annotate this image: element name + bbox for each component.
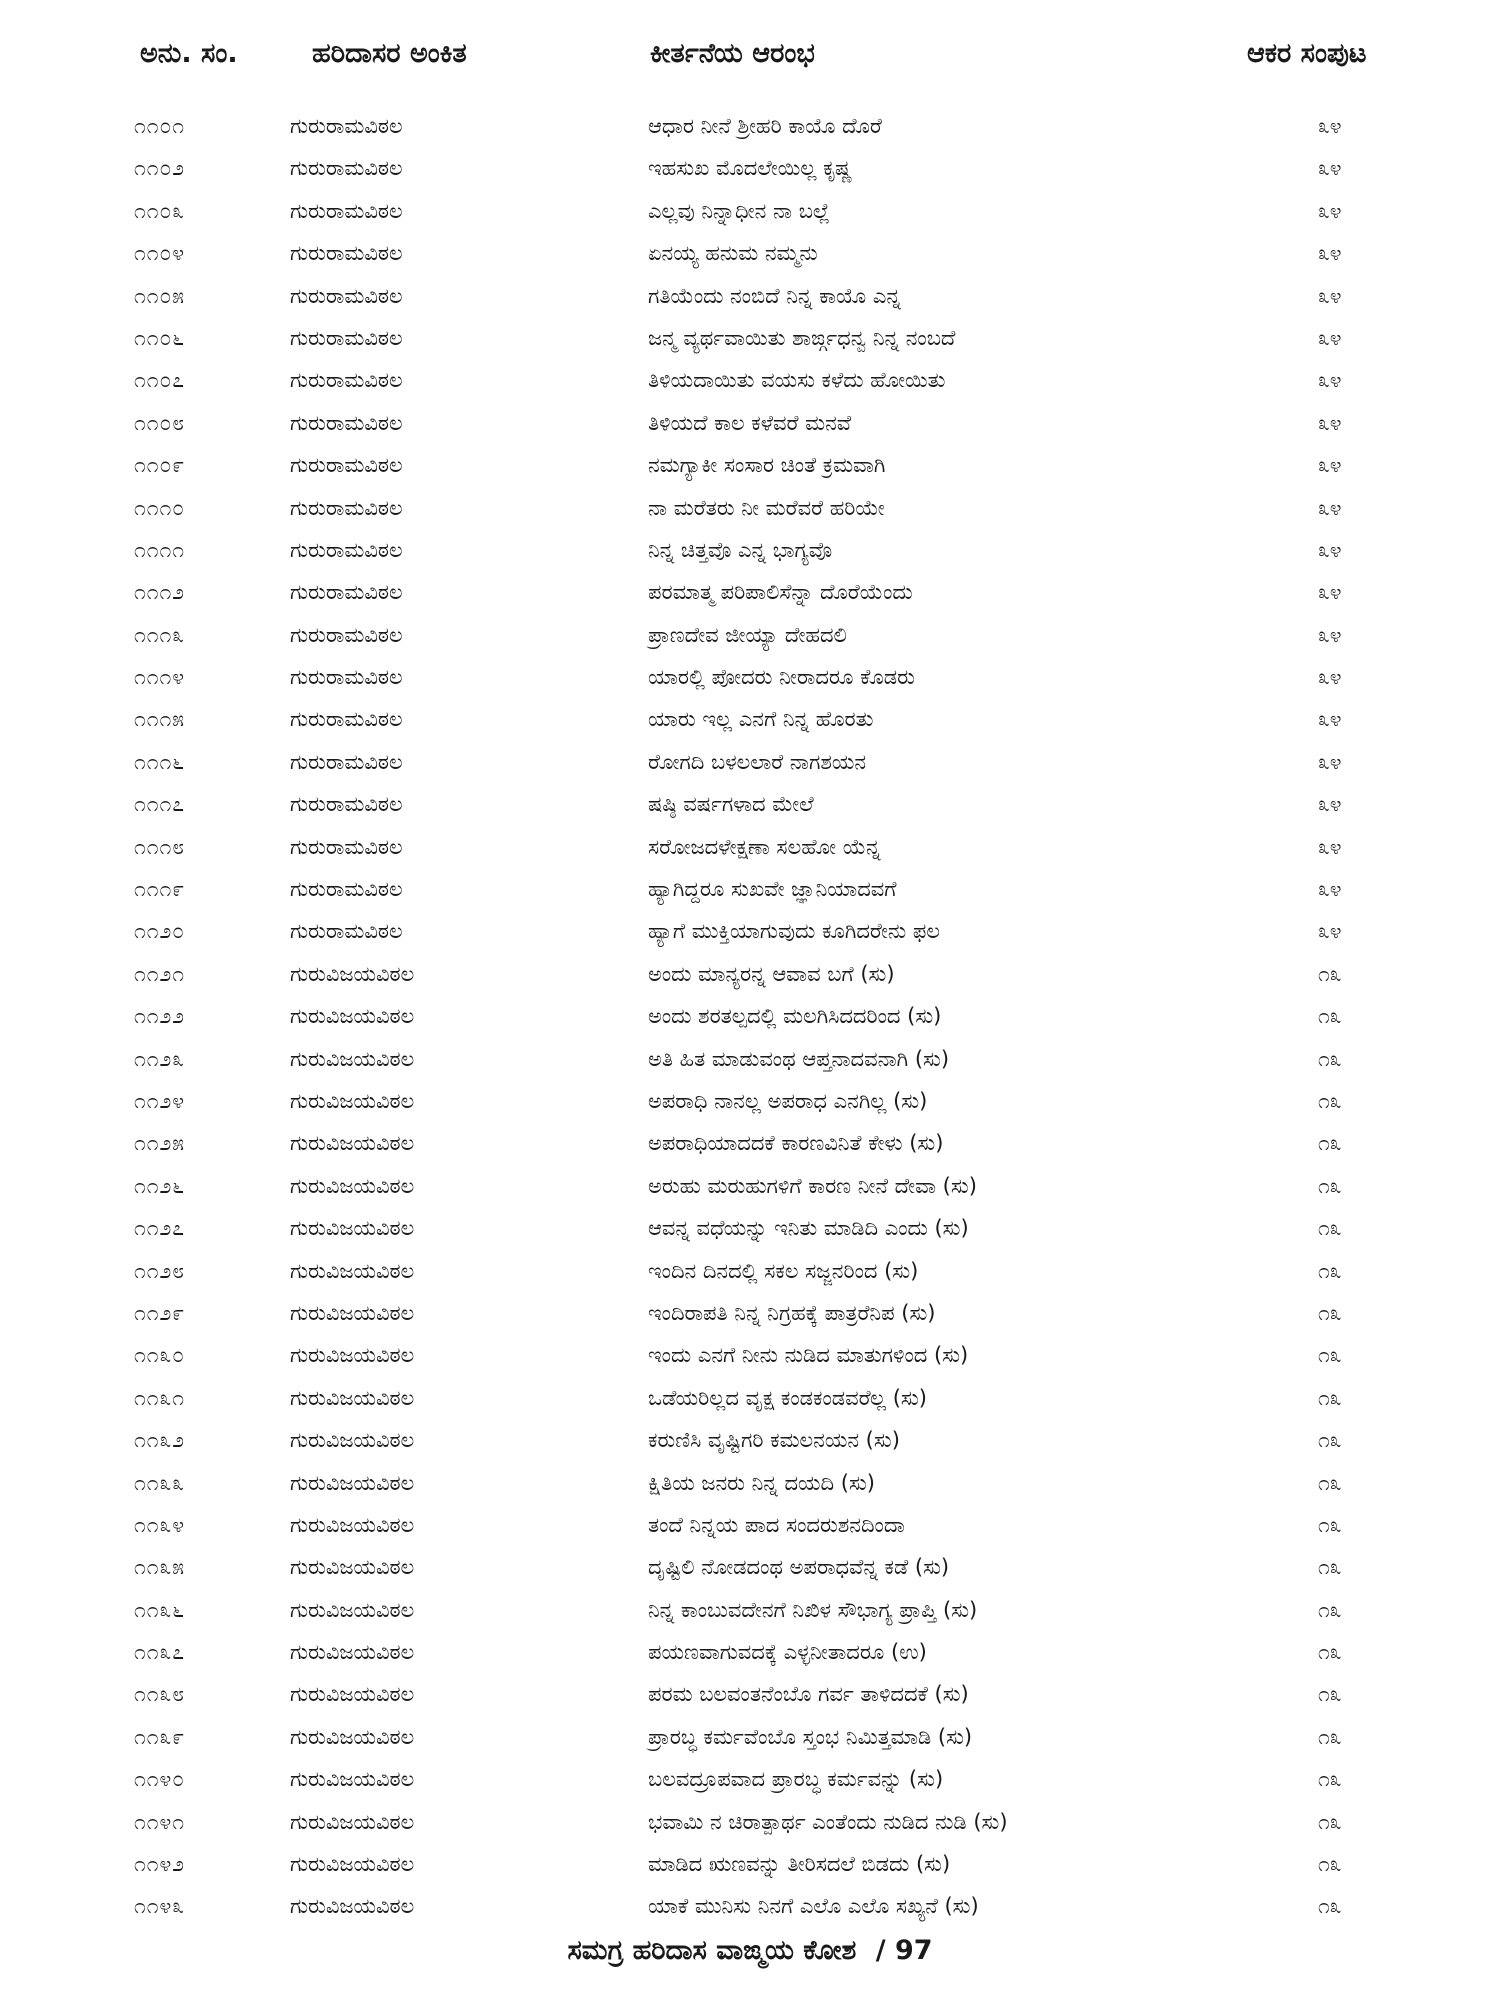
table-row <box>0 571 1500 613</box>
header-serial-number: ಅನು. ಸಂ. <box>140 38 238 69</box>
cell-source-volume: ೩೪ <box>1318 283 1342 308</box>
cell-kirtane-start: ಏನಯ್ಯ ಹನುಮ ನಮ್ಮನು <box>648 241 818 266</box>
cell-ankita: ಗುರುರಾಮವಿಠಲ <box>290 707 403 732</box>
table-row <box>0 995 1500 1037</box>
cell-source-volume: ೩೪ <box>1318 537 1342 562</box>
cell-source-volume: ೧೩ <box>1318 1512 1342 1537</box>
cell-source-volume: ೧೩ <box>1318 1428 1342 1453</box>
cell-kirtane-start: ಪ್ರಾರಬ್ಧ ಕರ್ಮವೆಂಬೊ ಸ್ತಂಭ ನಿಮಿತ್ತಮಾಡಿ (ಸು) <box>648 1724 973 1749</box>
cell-kirtane-start: ಭವಾಮಿ ನ ಚಿರಾತ್ಪಾರ್ಥ ಎಂತೆಂದು ನುಡಿದ ನುಡಿ (ಸು) <box>648 1809 1008 1834</box>
table-header <box>0 38 1500 78</box>
cell-ankita: ಗುರುರಾಮವಿಠಲ <box>290 877 403 902</box>
cell-source-volume: ೩೪ <box>1318 241 1342 266</box>
cell-kirtane-start: ಗತಿಯೆಂದು ನಂಬಿದೆ ನಿನ್ನ ಕಾಯೊ ಎನ್ನ <box>648 283 901 308</box>
cell-serial-number: ೧೧೩೪ <box>134 1512 186 1537</box>
table-row <box>0 232 1500 274</box>
cell-source-volume: ೩೪ <box>1318 919 1342 944</box>
cell-ankita: ಗುರುವಿಜಯವಿಠಲ <box>290 961 415 986</box>
cell-serial-number: ೧೧೨೯ <box>134 1300 186 1325</box>
cell-source-volume: ೧೩ <box>1318 961 1342 986</box>
cell-serial-number: ೧೧೩೫ <box>134 1555 186 1580</box>
table-row <box>0 614 1500 656</box>
table-row <box>0 1334 1500 1376</box>
table-row <box>0 1758 1500 1800</box>
table-row <box>0 1885 1500 1927</box>
cell-serial-number: ೧೧೧೨ <box>134 580 186 605</box>
cell-kirtane-start: ಅತಿ ಹಿತ ಮಾಡುವಂಥ ಆಪ್ತನಾದವನಾಗಿ (ಸು) <box>648 1046 950 1071</box>
table-row <box>0 1801 1500 1843</box>
cell-source-volume: ೩೪ <box>1318 325 1342 350</box>
cell-kirtane-start: ನಮಗ್ಯಾಕೀ ಸಂಸಾರ ಚಿಂತೆ ಕ್ರಮವಾಗಿ <box>648 453 886 478</box>
table-row <box>0 444 1500 486</box>
cell-ankita: ಗುರುರಾಮವಿಠಲ <box>290 241 403 266</box>
cell-ankita: ಗುರುರಾಮವಿಠಲ <box>290 453 403 478</box>
cell-ankita: ಗುರುವಿಜಯವಿಠಲ <box>290 1767 415 1792</box>
cell-ankita: ಗುರುರಾಮವಿಠಲ <box>290 198 403 223</box>
header-source-volume: ಆಕರ ಸಂಪುಟ <box>1247 38 1367 69</box>
cell-kirtane-start: ಅಪರಾಧಿ ನಾನಲ್ಲ ಅಪರಾಧ ಎನಗಿಲ್ಲ (ಸು) <box>648 1088 928 1113</box>
cell-kirtane-start: ಯಾಕೆ ಮುನಿಸು ನಿನಗೆ ಎಲೊ ಎಲೊ ಸಖ್ಯನೆ (ಸು) <box>648 1894 979 1919</box>
table-row <box>0 105 1500 147</box>
cell-serial-number: ೧೧೧೩ <box>134 622 186 647</box>
cell-ankita: ಗುರುವಿಜಯವಿಠಲ <box>290 1470 415 1495</box>
cell-serial-number: ೧೧೦೫ <box>134 283 186 308</box>
cell-source-volume: ೧೩ <box>1318 1258 1342 1283</box>
cell-ankita: ಗುರುರಾಮವಿಠಲ <box>290 368 403 393</box>
table-row <box>0 529 1500 571</box>
cell-source-volume: ೧೩ <box>1318 1894 1342 1919</box>
cell-serial-number: ೧೧೦೯ <box>134 453 186 478</box>
cell-ankita: ಗುರುವಿಜಯವಿಠಲ <box>290 1682 415 1707</box>
cell-kirtane-start: ಇಹಸುಖ ಮೊದಲೇಯಿಲ್ಲ ಕೃಷ್ಣ <box>648 156 853 181</box>
cell-source-volume: ೧೩ <box>1318 1852 1342 1877</box>
cell-source-volume: ೩೪ <box>1318 834 1342 859</box>
footer-page-number: / 97 <box>875 1935 933 1966</box>
table-row <box>0 1165 1500 1207</box>
cell-source-volume: ೩೪ <box>1318 665 1342 690</box>
table-row <box>0 1546 1500 1588</box>
cell-kirtane-start: ನಿನ್ನ ಚಿತ್ತವೊ ಎನ್ನ ಭಾಗ್ಯವೊ <box>648 537 833 562</box>
cell-kirtane-start: ಅಂದು ಶರತಲ್ಪದಲ್ಲಿ ಮಲಗಿಸಿದದರಿಂದ (ಸು) <box>648 1004 942 1029</box>
cell-kirtane-start: ರೋಗದಿ ಬಳಲಲಾರೆ ನಾಗಶಯನ <box>648 749 866 774</box>
table-row <box>0 1292 1500 1334</box>
cell-kirtane-start: ಇಂದಿರಾಪತಿ ನಿನ್ನ ನಿಗ್ರಹಕ್ಕೆ ಪಾತ್ರರೆನಿಪ (ಸು) <box>648 1300 936 1325</box>
cell-serial-number: ೧೧೩೩ <box>134 1470 186 1495</box>
cell-kirtane-start: ಎಲ್ಲವು ನಿನ್ನಾಧೀನ ನಾ ಬಲ್ಲೆ <box>648 198 830 223</box>
table-row <box>0 741 1500 783</box>
cell-source-volume: ೧೩ <box>1318 1131 1342 1156</box>
cell-source-volume: ೩೪ <box>1318 792 1342 817</box>
cell-serial-number: ೧೧೨೦ <box>134 919 186 944</box>
cell-serial-number: ೧೧೪೩ <box>134 1894 186 1919</box>
cell-serial-number: ೧೧೦೪ <box>134 241 186 266</box>
table-row <box>0 1462 1500 1504</box>
cell-source-volume: ೧೩ <box>1318 1724 1342 1749</box>
table-row <box>0 910 1500 952</box>
cell-source-volume: ೧೩ <box>1318 1682 1342 1707</box>
table-row <box>0 868 1500 910</box>
cell-serial-number: ೧೧೧೦ <box>134 495 186 520</box>
cell-ankita: ಗುರುವಿಜಯವಿಠಲ <box>290 1173 415 1198</box>
table-row <box>0 190 1500 232</box>
cell-serial-number: ೧೧೩೮ <box>134 1682 186 1707</box>
cell-ankita: ಗುರುವಿಜಯವಿಠಲ <box>290 1131 415 1156</box>
cell-serial-number: ೧೧೨೬ <box>134 1173 186 1198</box>
cell-source-volume: ೧೩ <box>1318 1300 1342 1325</box>
table-row <box>0 402 1500 444</box>
table-row <box>0 1377 1500 1419</box>
cell-ankita: ಗುರುವಿಜಯವಿಠಲ <box>290 1088 415 1113</box>
cell-kirtane-start: ಆಧಾರ ನೀನೆ ಶ್ರೀಹರಿ ಕಾಯೊ ದೊರೆ <box>648 114 882 138</box>
cell-ankita: ಗುರುರಾಮವಿಠಲ <box>290 792 403 817</box>
table-row <box>0 1122 1500 1164</box>
cell-serial-number: ೧೧೩೧ <box>134 1385 186 1410</box>
cell-kirtane-start: ಇಂದಿನ ದಿನದಲ್ಲಿ ಸಕಲ ಸಜ್ಜನರಿಂದ (ಸು) <box>648 1258 919 1283</box>
cell-ankita: ಗುರುವಿಜಯವಿಠಲ <box>290 1597 415 1622</box>
cell-kirtane-start: ದೃಷ್ಟಿಲಿ ನೋಡದಂಥ ಅಪರಾಧವೆನ್ನ ಕಡೆ (ಸು) <box>648 1555 950 1580</box>
cell-source-volume: ೩೪ <box>1318 410 1342 435</box>
cell-kirtane-start: ಒಡೆಯರಿಲ್ಲದ ವೃಕ್ಷ ಕಂಡಕಂಡವರೆಲ್ಲ (ಸು) <box>648 1385 927 1410</box>
cell-serial-number: ೧೧೩೨ <box>134 1428 186 1453</box>
cell-ankita: ಗುರುವಿಜಯವಿಠಲ <box>290 1300 415 1325</box>
table-row <box>0 1589 1500 1631</box>
cell-ankita: ಗುರುರಾಮವಿಠಲ <box>290 580 403 605</box>
cell-serial-number: ೧೧೨೫ <box>134 1131 186 1156</box>
cell-serial-number: ೧೧೦೧ <box>134 114 186 138</box>
cell-source-volume: ೧೩ <box>1318 1046 1342 1071</box>
cell-ankita: ಗುರುವಿಜಯವಿಠಲ <box>290 1258 415 1283</box>
cell-serial-number: ೧೧೨೧ <box>134 961 186 986</box>
cell-kirtane-start: ಕ್ಷಿತಿಯ ಜನರು ನಿನ್ನ ದಯದಿ (ಸು) <box>648 1470 876 1495</box>
cell-source-volume: ೧೩ <box>1318 1555 1342 1580</box>
cell-kirtane-start: ನಾ ಮರೆತರು ನೀ ಮರೆವರೆ ಹರಿಯೇ <box>648 495 885 520</box>
cell-kirtane-start: ತಂದೆ ನಿನ್ನಯ ಪಾದ ಸಂದರುಶನದಿಂದಾ <box>648 1512 905 1537</box>
cell-serial-number: ೧೧೨೪ <box>134 1088 186 1113</box>
cell-serial-number: ೧೧೧೭ <box>134 792 186 817</box>
cell-source-volume: ೩೪ <box>1318 368 1342 393</box>
cell-kirtane-start: ಹ್ಯಾಗೆ ಮುಕ್ತಿಯಾಗುವುದು ಕೂಗಿದರೇನು ಫಲ <box>648 919 940 944</box>
cell-serial-number: ೧೧೦೭ <box>134 368 186 393</box>
cell-source-volume: ೧೩ <box>1318 1597 1342 1622</box>
cell-ankita: ಗುರುವಿಜಯವಿಠಲ <box>290 1343 415 1368</box>
cell-source-volume: ೧೩ <box>1318 1343 1342 1368</box>
table-row <box>0 317 1500 359</box>
cell-kirtane-start: ಅಪರಾಧಿಯಾದದಕೆ ಕಾರಣವಿನಿತೆ ಕೇಳು (ಸು) <box>648 1131 944 1156</box>
cell-ankita: ಗುರುವಿಜಯವಿಠಲ <box>290 1512 415 1537</box>
cell-kirtane-start: ಕರುಣಿಸಿ ವೃಷ್ಟಿಗರಿ ಕಮಲನಯನ (ಸು) <box>648 1428 900 1453</box>
cell-source-volume: ೩೪ <box>1318 156 1342 181</box>
cell-serial-number: ೧೧೧೯ <box>134 877 186 902</box>
cell-ankita: ಗುರುರಾಮವಿಠಲ <box>290 156 403 181</box>
table-row <box>0 826 1500 868</box>
cell-ankita: ಗುರುವಿಜಯವಿಠಲ <box>290 1809 415 1834</box>
cell-source-volume: ೧೩ <box>1318 1088 1342 1113</box>
table-row <box>0 1207 1500 1249</box>
header-ankita: ಹರಿದಾಸರ ಅಂಕಿತ <box>312 38 467 69</box>
cell-kirtane-start: ಪ್ರಾಣದೇವ ಜೀಯ್ಯಾ ದೇಹದಲಿ <box>648 622 847 647</box>
cell-ankita: ಗುರುರಾಮವಿಠಲ <box>290 537 403 562</box>
cell-kirtane-start: ಜನ್ಮ ವ್ಯರ್ಥವಾಯಿತು ಶಾರ್ಙ್ಗಧನ್ವ ನಿನ್ನ ನಂಬದೆ <box>648 325 956 350</box>
table-body <box>0 105 1500 1928</box>
cell-ankita: ಗುರುವಿಜಯವಿಠಲ <box>290 1004 415 1029</box>
cell-source-volume: ೧೩ <box>1318 1216 1342 1241</box>
cell-source-volume: ೩೪ <box>1318 198 1342 223</box>
cell-serial-number: ೧೧೪೦ <box>134 1767 186 1792</box>
footer-title: ಸಮಗ್ರ ಹರಿದಾಸ ವಾಙ್ಮಯ ಕೋಶ <box>567 1935 857 1966</box>
cell-ankita: ಗುರುವಿಜಯವಿಠಲ <box>290 1640 415 1665</box>
cell-kirtane-start: ಬಲವದ್ರೂಪವಾದ ಪ್ರಾರಬ್ಧ ಕರ್ಮವನ್ನು (ಸು) <box>648 1767 944 1792</box>
cell-serial-number: ೧೧೩೬ <box>134 1597 186 1622</box>
cell-serial-number: ೧೧೨೮ <box>134 1258 186 1283</box>
cell-serial-number: ೧೧೪೨ <box>134 1852 186 1877</box>
cell-serial-number: ೧೧೩೭ <box>134 1640 186 1665</box>
cell-kirtane-start: ಆವನ್ನ ವಧೆಯನ್ನು ಇನಿತು ಮಾಡಿದಿ ಎಂದು (ಸು) <box>648 1216 969 1241</box>
cell-ankita: ಗುರುರಾಮವಿಠಲ <box>290 749 403 774</box>
cell-source-volume: ೩೪ <box>1318 580 1342 605</box>
cell-serial-number: ೧೧೧೪ <box>134 665 186 690</box>
cell-ankita: ಗುರುರಾಮವಿಠಲ <box>290 114 403 138</box>
cell-source-volume: ೩೪ <box>1318 453 1342 478</box>
cell-ankita: ಗುರುವಿಜಯವಿಠಲ <box>290 1852 415 1877</box>
table-row <box>0 698 1500 740</box>
cell-source-volume: ೧೩ <box>1318 1809 1342 1834</box>
table-row <box>0 1673 1500 1715</box>
table-row <box>0 1716 1500 1758</box>
table-row <box>0 1038 1500 1080</box>
cell-source-volume: ೧೩ <box>1318 1004 1342 1029</box>
cell-ankita: ಗುರುರಾಮವಿಠಲ <box>290 919 403 944</box>
cell-serial-number: ೧೧೦೨ <box>134 156 186 181</box>
cell-serial-number: ೧೧೧೧ <box>134 537 186 562</box>
cell-kirtane-start: ಅಂದು ಮಾನ್ಯರನ್ನ ಆವಾವ ಬಗೆ (ಸು) <box>648 961 895 986</box>
cell-ankita: ಗುರುವಿಜಯವಿಠಲ <box>290 1046 415 1071</box>
cell-ankita: ಗುರುವಿಜಯವಿಠಲ <box>290 1428 415 1453</box>
cell-kirtane-start: ನಿನ್ನ ಕಾಂಬುವದೇನಗೆ ನಿಖಿಳ ಸೌಭಾಗ್ಯ ಪ್ರಾಪ್ತಿ (ಸು) <box>648 1597 978 1622</box>
cell-source-volume: ೩೪ <box>1318 622 1342 647</box>
table-row <box>0 147 1500 189</box>
cell-serial-number: ೧೧೧೫ <box>134 707 186 732</box>
cell-kirtane-start: ಪಯಣವಾಗುವದಕ್ಕೆ ಎಳ್ಳನೀತಾದರೂ (ಉ) <box>648 1640 927 1665</box>
cell-kirtane-start: ಪರಮ ಬಲವಂತನೆಂಬೊ ಗರ್ವ ತಾಳಿದದಕೆ (ಸು) <box>648 1682 969 1707</box>
cell-kirtane-start: ತಿಳಿಯದಾಯಿತು ವಯಸು ಕಳೆದು ಹೋಯಿತು <box>648 368 946 393</box>
table-row <box>0 656 1500 698</box>
cell-serial-number: ೧೧೧೬ <box>134 749 186 774</box>
cell-ankita: ಗುರುರಾಮವಿಠಲ <box>290 325 403 350</box>
cell-kirtane-start: ಅರುಹು ಮರುಹುಗಳಿಗೆ ಕಾರಣ ನೀನೆ ದೇವಾ (ಸು) <box>648 1173 977 1198</box>
cell-ankita: ಗುರುವಿಜಯವಿಠಲ <box>290 1385 415 1410</box>
table-row <box>0 783 1500 825</box>
table-row <box>0 1419 1500 1461</box>
table-row <box>0 275 1500 317</box>
cell-kirtane-start: ಸರೋಜದಳೇಕ್ಷಣಾ ಸಲಹೋ ಯೆನ್ನ <box>648 834 881 859</box>
cell-serial-number: ೧೧೦೩ <box>134 198 186 223</box>
cell-serial-number: ೧೧೧೮ <box>134 834 186 859</box>
cell-kirtane-start: ಮಾಡಿದ ಋಣವನ್ನು ತೀರಿಸದಲೆ ಬಿಡದು (ಸು) <box>648 1852 951 1877</box>
table-row <box>0 1080 1500 1122</box>
cell-source-volume: ೧೩ <box>1318 1385 1342 1410</box>
cell-serial-number: ೧೧೩೯ <box>134 1724 186 1749</box>
cell-kirtane-start: ಪರಮಾತ್ಮ ಪರಿಪಾಲಿಸೆನ್ನಾ ದೊರೆಯೆಂದು <box>648 580 913 605</box>
cell-source-volume: ೧೩ <box>1318 1470 1342 1495</box>
cell-serial-number: ೧೧೩೦ <box>134 1343 186 1368</box>
cell-ankita: ಗುರುರಾಮವಿಠಲ <box>290 834 403 859</box>
cell-serial-number: ೧೧೦೮ <box>134 410 186 435</box>
cell-kirtane-start: ಹ್ಯಾಗಿದ್ದರೂ ಸುಖವೇ ಜ್ಞಾನಿಯಾದವಗೆ <box>648 877 897 902</box>
table-row <box>0 359 1500 401</box>
table-row <box>0 953 1500 995</box>
cell-source-volume: ೩೪ <box>1318 877 1342 902</box>
table-row <box>0 1843 1500 1885</box>
cell-source-volume: ೧೩ <box>1318 1640 1342 1665</box>
table-row <box>0 487 1500 529</box>
cell-ankita: ಗುರುವಿಜಯವಿಠಲ <box>290 1894 415 1919</box>
cell-ankita: ಗುರುರಾಮವಿಠಲ <box>290 410 403 435</box>
cell-kirtane-start: ಯಾರಲ್ಲಿ ಪೋದರು ನೀರಾದರೂ ಕೊಡರು <box>648 665 915 690</box>
cell-serial-number: ೧೧೨೭ <box>134 1216 186 1241</box>
cell-source-volume: ೩೪ <box>1318 495 1342 520</box>
table-row <box>0 1250 1500 1292</box>
cell-ankita: ಗುರುರಾಮವಿಠಲ <box>290 283 403 308</box>
table-row <box>0 1631 1500 1673</box>
cell-ankita: ಗುರುರಾಮವಿಠಲ <box>290 495 403 520</box>
cell-ankita: ಗುರುವಿಜಯವಿಠಲ <box>290 1216 415 1241</box>
cell-kirtane-start: ಷಷ್ಠಿ ವರ್ಷಗಳಾದ ಮೇಲೆ <box>648 792 814 817</box>
table-row <box>0 1504 1500 1546</box>
header-kirtane-start: ಕೀರ್ತನೆಯ ಆರಂಭ <box>650 38 815 69</box>
cell-source-volume: ೧೩ <box>1318 1767 1342 1792</box>
cell-kirtane-start: ಇಂದು ಎನಗೆ ನೀನು ನುಡಿದ ಮಾತುಗಳಿಂದ (ಸು) <box>648 1343 969 1368</box>
cell-serial-number: ೧೧೨೨ <box>134 1004 186 1029</box>
cell-kirtane-start: ತಿಳಿಯದೆ ಕಾಲ ಕಳೆವರೆ ಮನವೆ <box>648 410 852 435</box>
cell-source-volume: ೩೪ <box>1318 749 1342 774</box>
cell-ankita: ಗುರುವಿಜಯವಿಠಲ <box>290 1724 415 1749</box>
cell-kirtane-start: ಯಾರು ಇಲ್ಲ ಎನಗೆ ನಿನ್ನ ಹೊರತು <box>648 707 874 732</box>
cell-source-volume: ೩೪ <box>1318 114 1342 138</box>
cell-serial-number: ೧೧೨೩ <box>134 1046 186 1071</box>
cell-ankita: ಗುರುವಿಜಯವಿಠಲ <box>290 1555 415 1580</box>
page-footer <box>0 1935 1500 1967</box>
cell-ankita: ಗುರುರಾಮವಿಠಲ <box>290 665 403 690</box>
cell-source-volume: ೩೪ <box>1318 707 1342 732</box>
cell-serial-number: ೧೧೦೬ <box>134 325 186 350</box>
cell-serial-number: ೧೧೪೧ <box>134 1809 186 1834</box>
cell-ankita: ಗುರುರಾಮವಿಠಲ <box>290 622 403 647</box>
cell-source-volume: ೧೩ <box>1318 1173 1342 1198</box>
